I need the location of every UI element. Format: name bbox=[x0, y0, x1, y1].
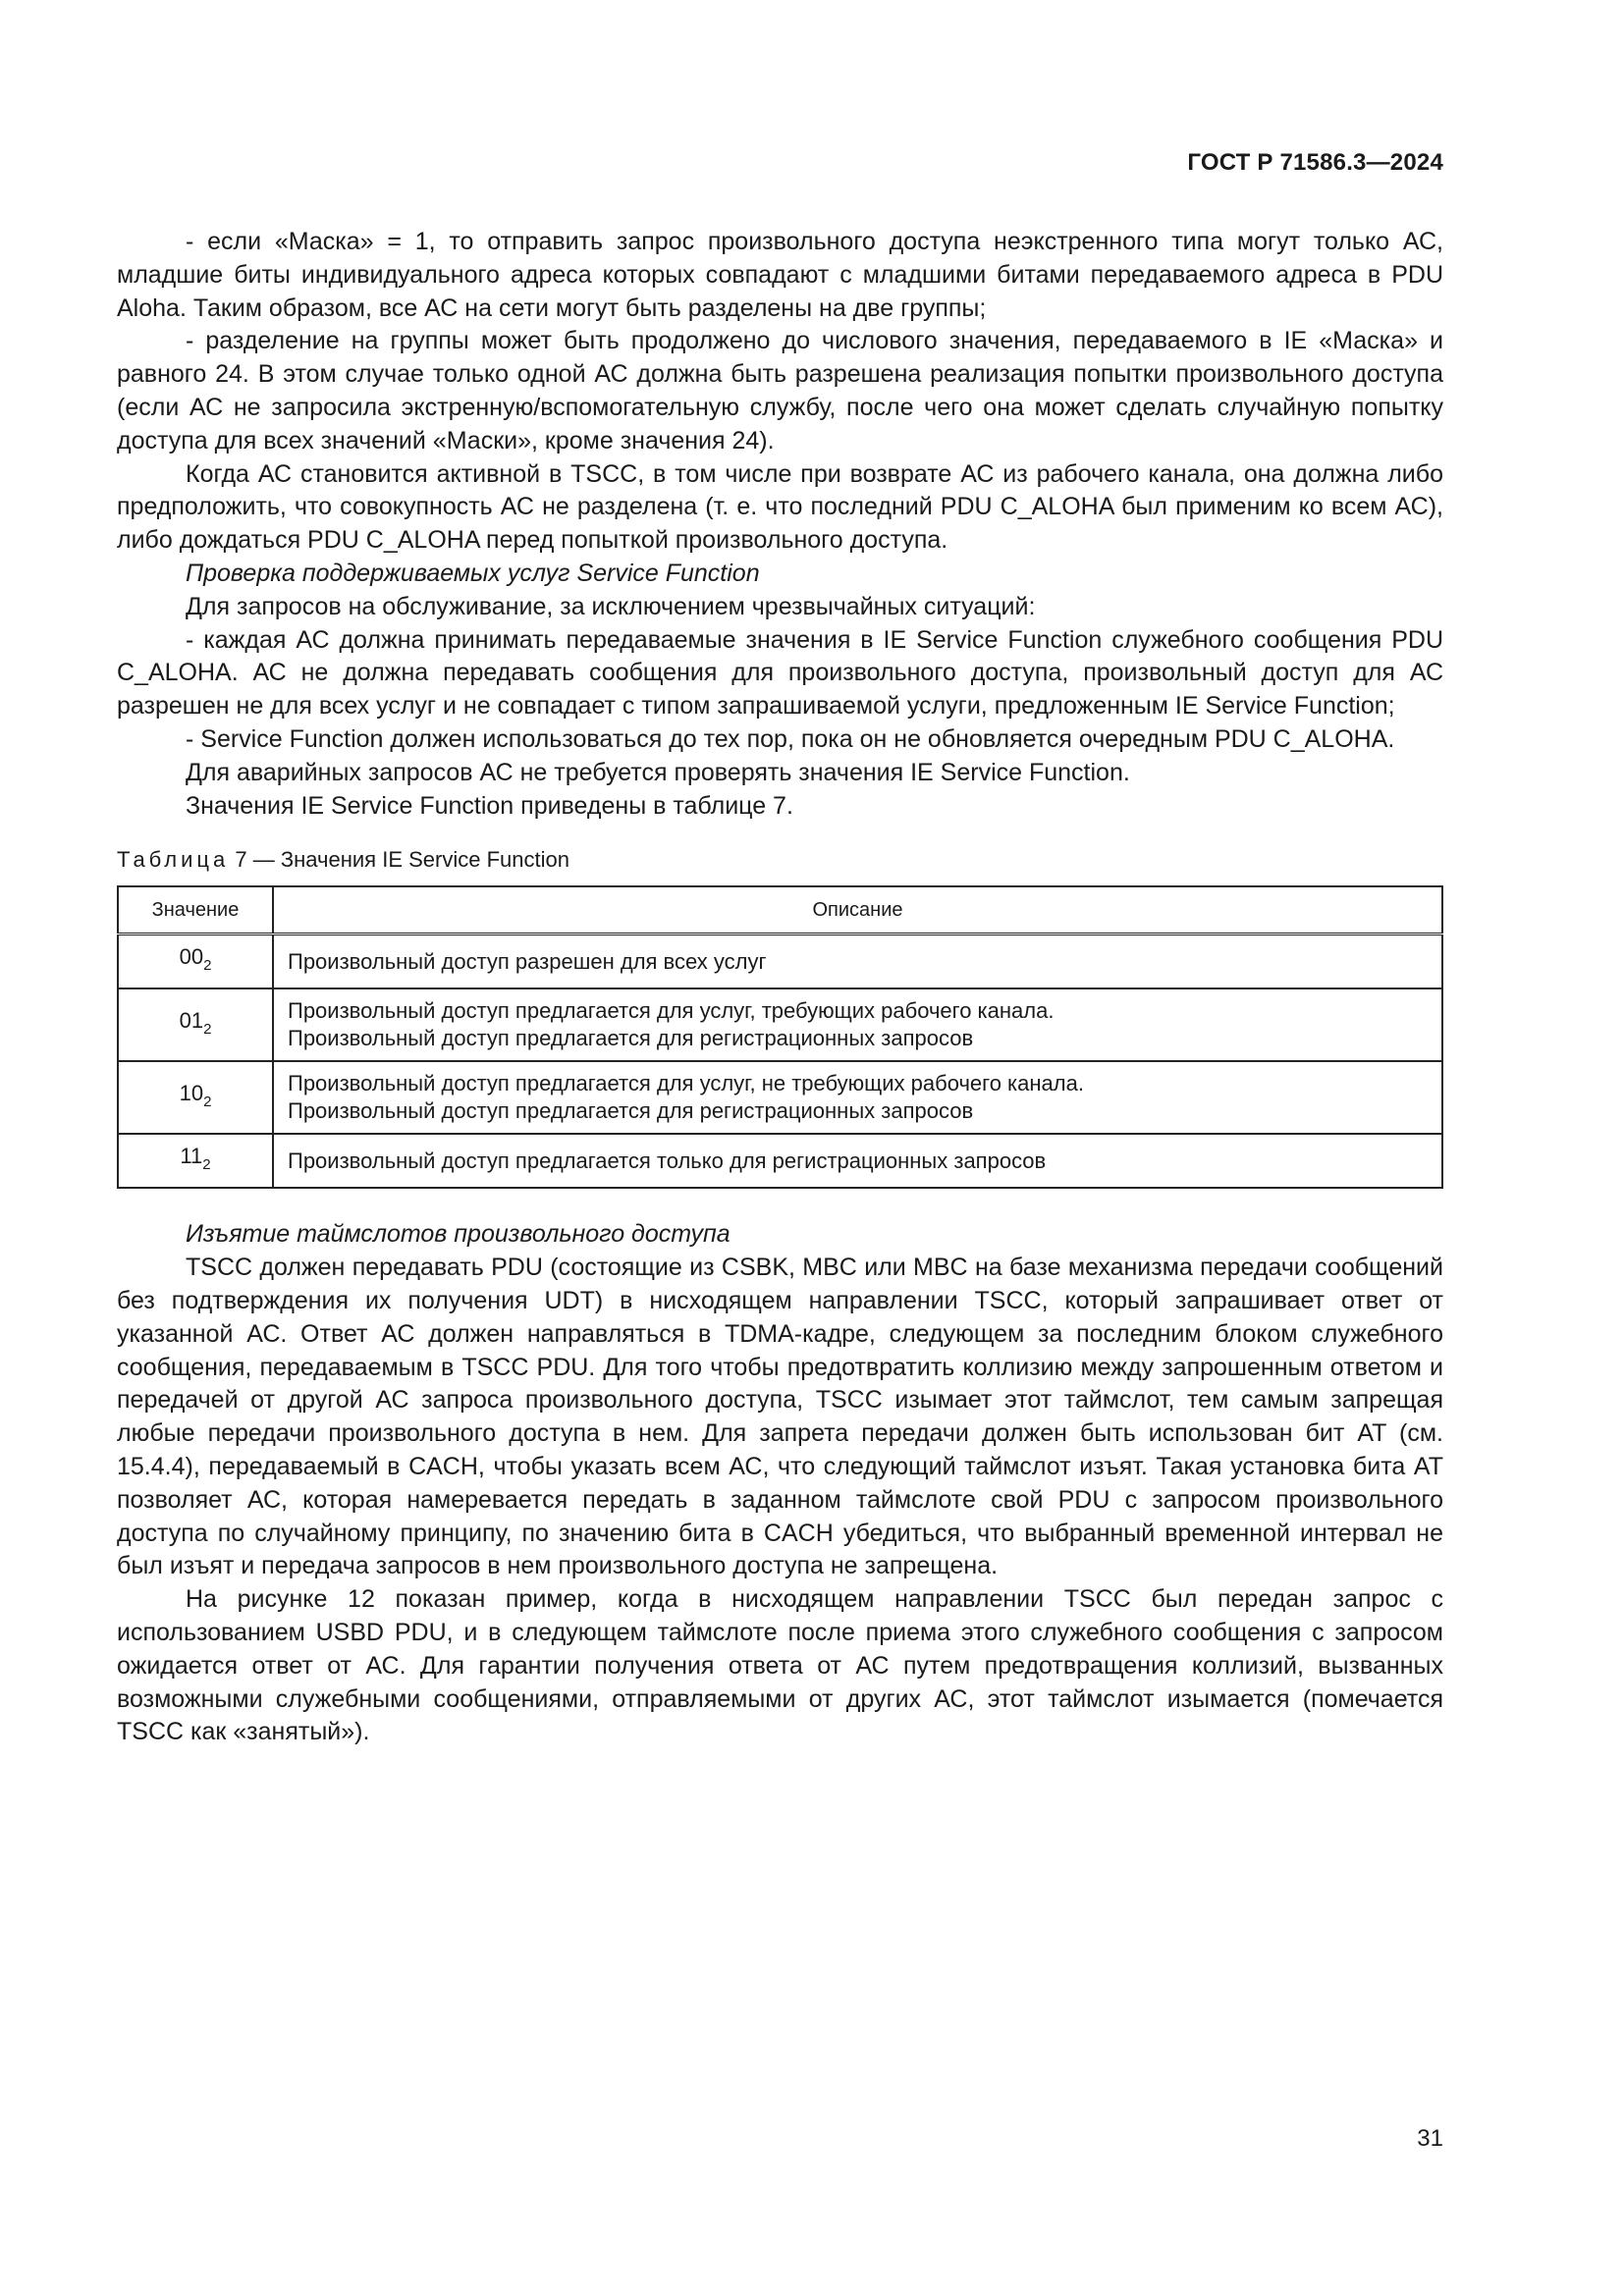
paragraph: Для аварийных запросов АС не требуется проверять значения IE Service Function. bbox=[186, 758, 1130, 786]
paragraph: Значения IE Service Function приведены в таблице 7. bbox=[186, 791, 793, 820]
description-cell: Произвольный доступ предлагается только для регистрационных запросов bbox=[273, 1134, 1442, 1188]
table-caption-word: Таблица bbox=[117, 847, 230, 873]
table-row bbox=[118, 934, 1442, 989]
value-cell: $01_2$ bbox=[118, 988, 273, 1061]
service-function-table bbox=[117, 885, 1443, 1189]
table-header-row bbox=[118, 886, 1442, 934]
value-cell: $00_2$ bbox=[118, 934, 273, 989]
description-cell: Произвольный доступ предлагается для услуг, не требующих рабочего канала. Произвольный доступ предлагается для регистрационных запросов bbox=[273, 1061, 1442, 1134]
paragraph: TSCC должен передавать PDU (состоящие из CSBK, MBC или MBC на базе механизма передачи сообщений без подтверждения их получения UDT) в нисходящем направлении TSCC, который запрашивает ответ от указанной АС. Ответ АС должен направляться в TDMA-кадре, следующем за последним блоком служебного сообщения, передаваемым в TSCC PDU. Для того чтобы предотвратить коллизию между запрошенным ответом и передачей от другой АС запроса произвольного доступа, TSCC изымает этот таймслот, тем самым запрещая любые передачи произвольного доступа в нем. Для запрета передачи должен быть использован бит AT (см. 15.4.4), передаваемый в CACH, чтобы указать всем АС, что следующий таймслот изъят. Такая установка бита AT позволяет АС, которая намеревается передать в заданном таймслоте свой PDU с запросом произвольного доступа по случайному принципу, по значению бита в CACH убедиться, что выбранный временной интервал не был изъят и передача запросов в нем произвольного доступа не запрещена. bbox=[117, 1254, 1443, 1580]
table-row bbox=[118, 1134, 1442, 1188]
value-cell: $11_2$ bbox=[118, 1134, 273, 1188]
table-row bbox=[118, 988, 1442, 1061]
paragraph: Когда АС становится активной в TSCC, в том числе при возврате АС из рабочего канала, она должна либо предположить, что совокупность АС не разделена (т. е. что последний PDU C_ALOHA был применим ко всем АС), либо дождаться PDU C_ALOHA перед попыткой произвольного доступа. bbox=[117, 459, 1443, 555]
paragraph: На рисунке 12 показан пример, когда в нисходящем направлении TSCC был передан запрос с использованием USBD PDU, и в следующем таймслоте после приема этого служебного сообщения с запросом ожидается ответ от АС. Для гарантии получения ответа от АС путем предотвращения коллизий, вызванных возможными служебными сообщениями, отправляемыми от других АС, этот таймслот изымается (помечается TSCC как «занятый»). bbox=[117, 1585, 1443, 1746]
paragraph: - разделение на группы может быть продолжено до числового значения, передаваемого в IE «Маска» и равного 24. В этом случае только одной АС должна быть разрешена реализация попытки произвольного доступа (если АС не запросила экстренную/вспомогательную службу, после чего она может сделать случайную попытку доступа для всех значений «Маски», кроме значения 24). bbox=[117, 327, 1443, 454]
value-cell: $10_2$ bbox=[118, 1061, 273, 1134]
paragraph: Для запросов на обслуживание, за исключением чрезвычайных ситуаций: bbox=[186, 592, 1036, 620]
description-cell: Произвольный доступ предлагается для услуг, требующих рабочего канала. Произвольный доступ предлагается для регистрационных запросов bbox=[273, 988, 1442, 1061]
table-row bbox=[118, 1061, 1442, 1134]
paragraph: - Service Function должен использоваться до тех пор, пока он не обновляется очередным PDU C_ALOHA. bbox=[186, 724, 1395, 753]
section-heading: Изъятие таймслотов произвольного доступа bbox=[186, 1220, 731, 1249]
paragraph: - если «Маска» = 1, то отправить запрос произвольного доступа неэкстренного типа могут только АС, младшие биты индивидуального адреса которых совпадают с младшими битами передаваемого адреса в PDU Aloha. Таким образом, все АС на сети могут быть разделены на две группы; bbox=[117, 228, 1443, 322]
description-cell: Произвольный доступ разрешен для всех услуг bbox=[273, 934, 1442, 989]
header-value: Значение bbox=[118, 886, 273, 934]
table-caption bbox=[117, 846, 1443, 874]
table-caption-title: 7 — Значения IE Service Function bbox=[235, 847, 569, 873]
page-number: 31 bbox=[1417, 2125, 1443, 2152]
paragraph: - каждая АС должна принимать передаваемые значения в IE Service Function служебного сообщения PDU C_ALOHA. АС не должна передавать сообщения для произвольного доступа, произвольный доступ для АС разрешен не для всех услуг и не совпадает с типом запрашиваемой услуги, предложенным IE Service Function; bbox=[117, 625, 1443, 721]
section-heading: Проверка поддерживаемых услуг Service Function bbox=[186, 559, 760, 587]
page-content bbox=[117, 226, 1443, 1749]
document-id: ГОСТ Р 71586.3—2024 bbox=[1187, 149, 1443, 176]
header-description: Описание bbox=[273, 886, 1442, 934]
